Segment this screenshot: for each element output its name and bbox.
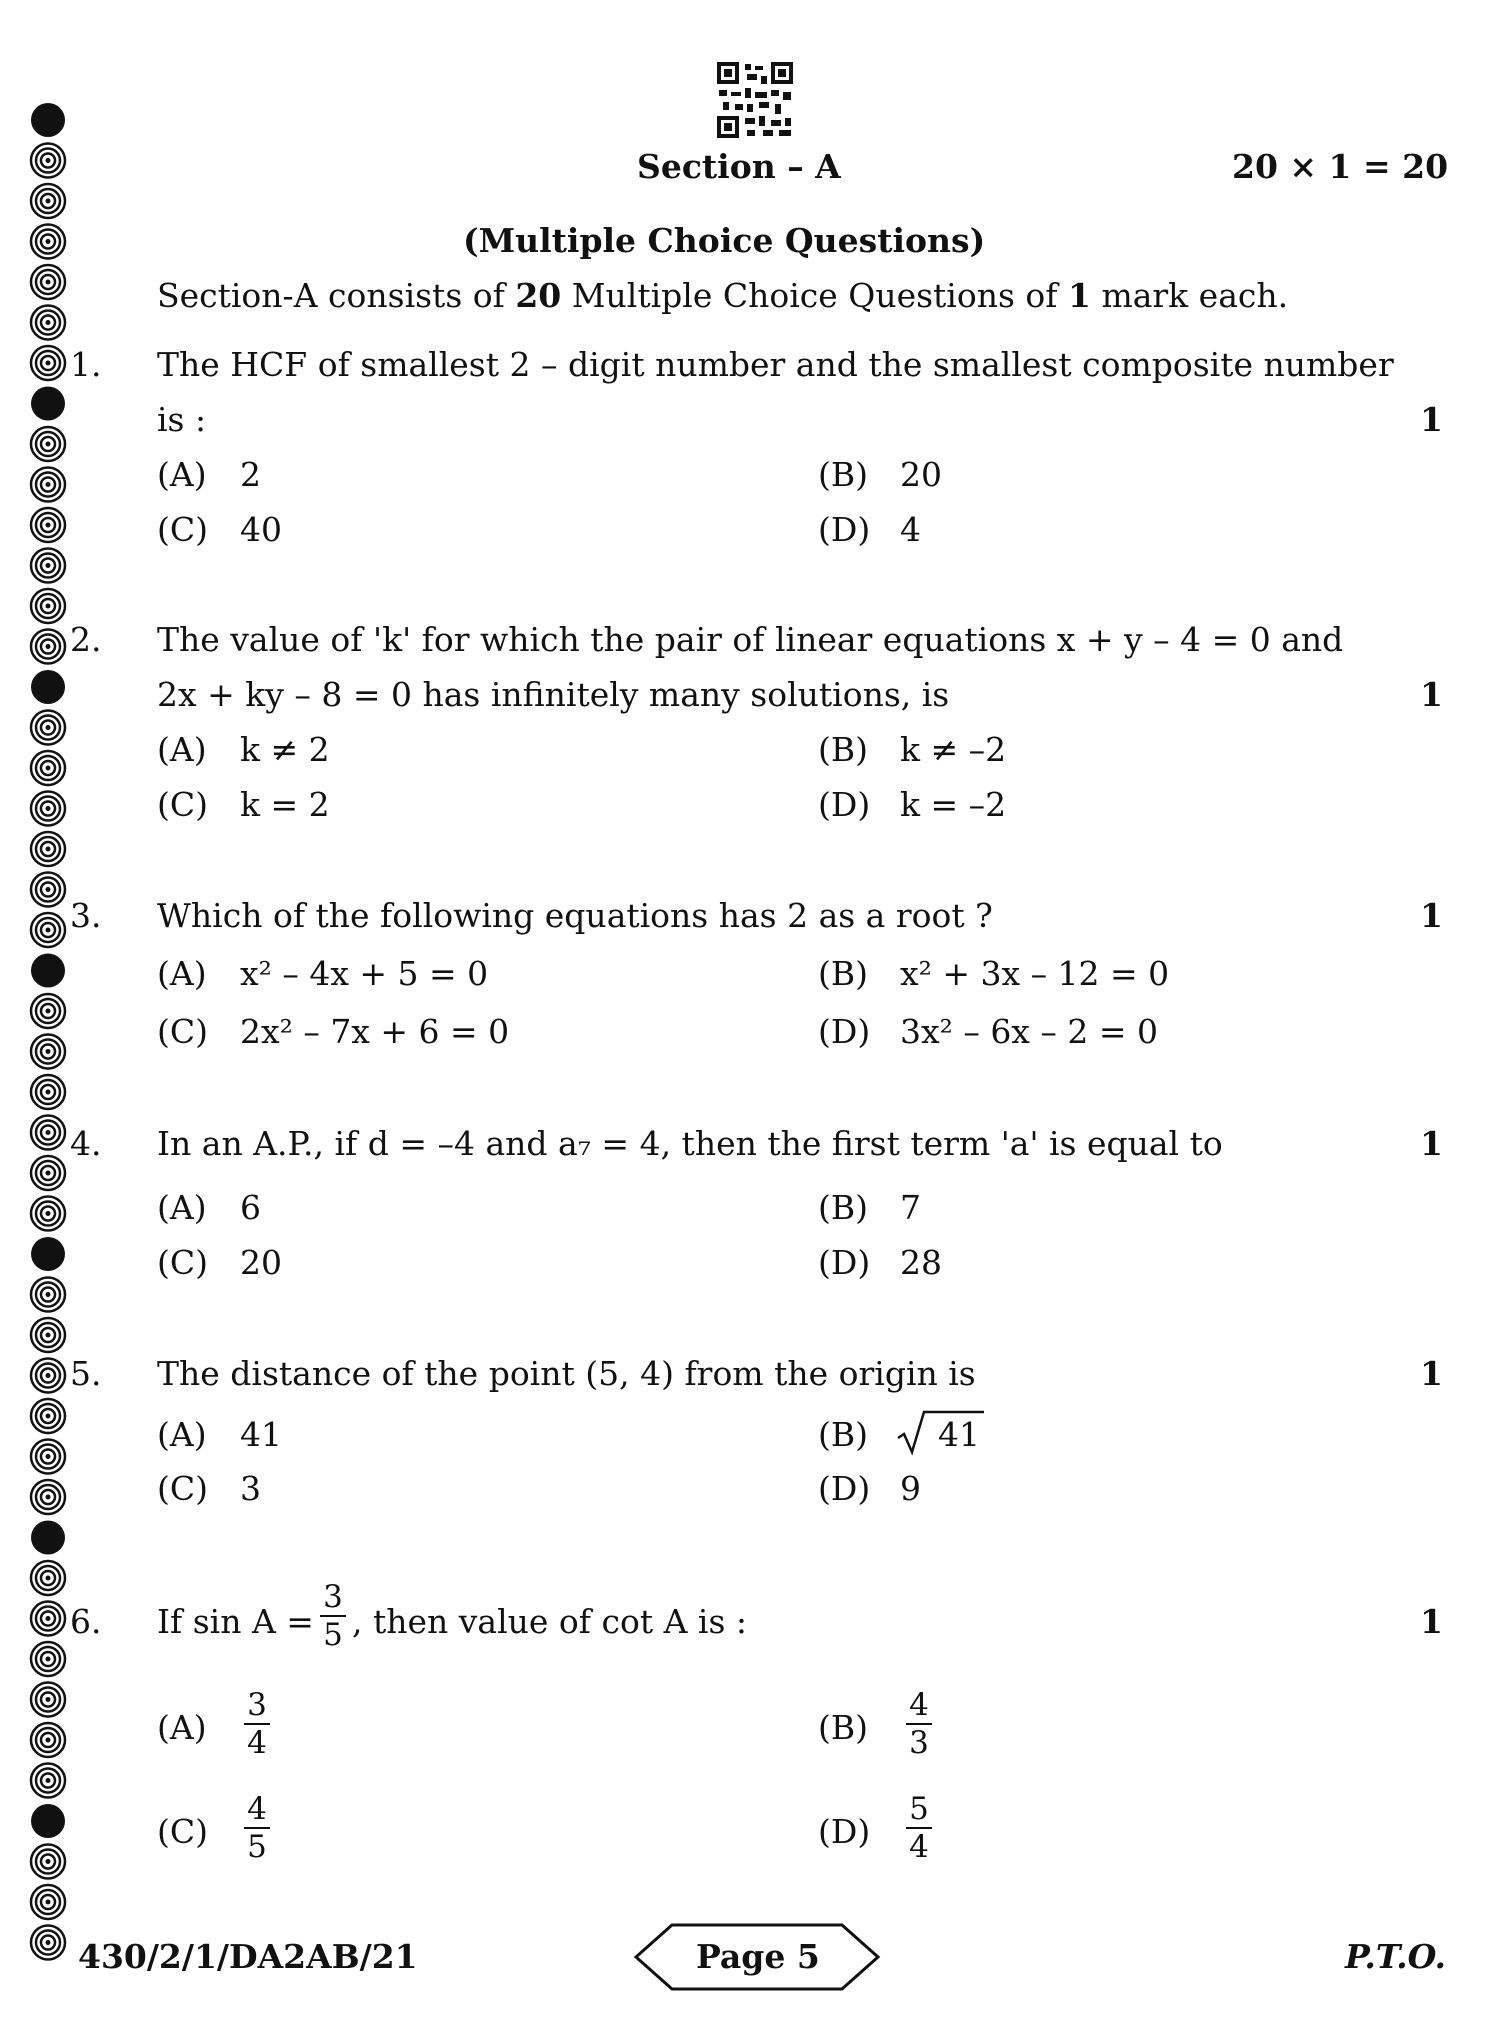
exam-border-circles xyxy=(26,100,70,1980)
question-number: 2. xyxy=(70,620,102,659)
concentric-circle-mark xyxy=(31,549,65,583)
pto-label: P.T.O. xyxy=(1345,1937,1446,1976)
solid-circle-mark xyxy=(31,670,65,704)
option-value: 20 xyxy=(240,1243,282,1282)
option-label: (C) xyxy=(157,1012,208,1051)
concentric-circle-mark xyxy=(31,873,65,907)
fraction-numerator: 4 xyxy=(247,1791,267,1827)
concentric-circle-mark xyxy=(31,1602,65,1636)
question-marks: 1 xyxy=(1420,400,1443,439)
option-label: (D) xyxy=(818,510,871,549)
option-value: 20 xyxy=(900,455,942,494)
concentric-circle-mark xyxy=(31,427,65,461)
question-text: The distance of the point (5, 4) from the origin is xyxy=(157,1354,976,1393)
option-label: (D) xyxy=(818,1012,871,1051)
solid-circle-mark xyxy=(31,1521,65,1555)
concentric-circle-mark xyxy=(31,1318,65,1352)
section-instruction: Section-A consists of 20 Multiple Choice Questions of 1 mark each. xyxy=(157,276,1289,315)
concentric-circle-mark xyxy=(31,508,65,542)
fraction xyxy=(320,1580,346,1652)
option-value: 7 xyxy=(900,1188,921,1227)
option-label: (C) xyxy=(157,510,208,549)
question-text: The value of 'k' for which the pair of linear equations x + y – 4 = 0 and xyxy=(157,620,1344,659)
option-label: (D) xyxy=(818,785,871,824)
option-label: (A) xyxy=(157,1188,207,1227)
question-number: 4. xyxy=(70,1124,102,1163)
question-text: In an A.P., if d = –4 and a₇ = 4, then the first term 'a' is equal to xyxy=(157,1124,1223,1163)
option-label: (B) xyxy=(818,1188,868,1227)
concentric-circle-mark xyxy=(31,1926,65,1960)
option-label: (B) xyxy=(818,730,868,769)
solid-circle-mark xyxy=(31,1237,65,1271)
concentric-circle-mark xyxy=(31,1035,65,1069)
concentric-circle-mark xyxy=(31,1156,65,1190)
option-label: (D) xyxy=(818,1469,871,1508)
option-value: x² – 4x + 5 = 0 xyxy=(240,954,489,993)
page-number: Page 5 xyxy=(696,1937,820,1976)
concentric-circle-mark xyxy=(31,1561,65,1595)
option-value: 2x² – 7x + 6 = 0 xyxy=(240,1012,510,1051)
concentric-circle-mark xyxy=(31,913,65,947)
option-fraction xyxy=(244,1688,270,1760)
option-value: k ≠ 2 xyxy=(240,730,330,769)
concentric-circle-mark xyxy=(31,1480,65,1514)
concentric-circle-mark xyxy=(31,346,65,380)
concentric-circle-mark xyxy=(31,1440,65,1474)
concentric-circle-mark xyxy=(31,751,65,785)
concentric-circle-mark xyxy=(31,306,65,340)
option-value: k ≠ –2 xyxy=(900,730,1007,769)
option-fraction xyxy=(244,1792,270,1864)
question-marks: 1 xyxy=(1420,1354,1443,1393)
fraction-denominator: 3 xyxy=(909,1725,929,1761)
fraction-numerator: 3 xyxy=(247,1687,267,1723)
concentric-circle-mark xyxy=(31,1399,65,1433)
concentric-circle-mark xyxy=(31,1642,65,1676)
solid-circle-mark xyxy=(31,954,65,988)
concentric-circle-mark xyxy=(31,1278,65,1312)
section-title: Section – A xyxy=(637,147,841,186)
option-label: (C) xyxy=(157,785,208,824)
question-number: 5. xyxy=(70,1354,102,1393)
concentric-circle-mark xyxy=(31,1197,65,1231)
fraction-denominator: 5 xyxy=(323,1617,343,1653)
concentric-circle-mark xyxy=(31,1845,65,1879)
fraction-denominator: 5 xyxy=(247,1829,267,1865)
paper-code: 430/2/1/DA2AB/21 xyxy=(78,1937,418,1976)
solid-circle-mark xyxy=(31,103,65,137)
concentric-circle-mark xyxy=(31,1359,65,1393)
concentric-circle-mark xyxy=(31,994,65,1028)
concentric-circle-mark xyxy=(31,832,65,866)
concentric-circle-mark xyxy=(31,1885,65,1919)
option-label: (A) xyxy=(157,1708,207,1747)
option-fraction xyxy=(906,1688,932,1760)
option-label: (B) xyxy=(818,954,868,993)
option-label: (B) xyxy=(818,1415,868,1454)
solid-circle-mark xyxy=(31,1804,65,1838)
concentric-circle-mark xyxy=(31,1116,65,1150)
section-subtitle: (Multiple Choice Questions) xyxy=(463,221,986,260)
option-value: 3x² – 6x – 2 = 0 xyxy=(900,1012,1159,1051)
option-value: k = –2 xyxy=(900,785,1007,824)
option-label: (D) xyxy=(818,1243,871,1282)
question-marks: 1 xyxy=(1420,1124,1443,1163)
concentric-circle-mark xyxy=(31,1075,65,1109)
concentric-circle-mark xyxy=(31,265,65,299)
question-number: 6. xyxy=(70,1602,102,1641)
option-value: 4 xyxy=(900,510,921,549)
marks-scheme: 20 × 1 = 20 xyxy=(1232,147,1449,186)
option-value: 2 xyxy=(240,455,261,494)
option-value: 41 xyxy=(938,1415,980,1454)
question-number: 3. xyxy=(70,896,102,935)
concentric-circle-mark xyxy=(31,792,65,826)
fraction-numerator: 3 xyxy=(323,1579,343,1615)
concentric-circle-mark xyxy=(31,1764,65,1798)
option-value: 41 xyxy=(240,1415,282,1454)
concentric-circle-mark xyxy=(31,184,65,218)
option-value: 6 xyxy=(240,1188,261,1227)
concentric-circle-mark xyxy=(31,630,65,664)
question-marks: 1 xyxy=(1420,896,1443,935)
option-label: (A) xyxy=(157,730,207,769)
solid-circle-mark xyxy=(31,387,65,421)
option-value: x² + 3x – 12 = 0 xyxy=(900,954,1170,993)
fraction-denominator: 4 xyxy=(247,1725,267,1761)
option-fraction xyxy=(906,1792,932,1864)
concentric-circle-mark xyxy=(31,1723,65,1757)
qr-code xyxy=(717,62,793,138)
option-label: (C) xyxy=(157,1469,208,1508)
option-value: 40 xyxy=(240,510,282,549)
fraction-numerator: 5 xyxy=(909,1791,929,1827)
question-text: , then value of cot A is : xyxy=(352,1602,748,1641)
question-text: is : xyxy=(157,400,207,439)
question-text: If sin A = xyxy=(157,1602,314,1641)
concentric-circle-mark xyxy=(31,1683,65,1717)
concentric-circle-mark xyxy=(31,144,65,178)
concentric-circle-mark xyxy=(31,225,65,259)
option-value: 9 xyxy=(900,1469,921,1508)
option-label: (A) xyxy=(157,1415,207,1454)
question-marks: 1 xyxy=(1420,675,1443,714)
option-label: (C) xyxy=(157,1812,208,1851)
option-label: (B) xyxy=(818,455,868,494)
option-label: (B) xyxy=(818,1708,868,1747)
option-label: (A) xyxy=(157,954,207,993)
concentric-circle-mark xyxy=(31,468,65,502)
option-label: (A) xyxy=(157,455,207,494)
question-marks: 1 xyxy=(1420,1602,1443,1641)
concentric-circle-mark xyxy=(31,711,65,745)
fraction-numerator: 4 xyxy=(909,1687,929,1723)
option-value: 3 xyxy=(240,1469,261,1508)
question-text: 2x + ky – 8 = 0 has infinitely many solutions, is xyxy=(157,675,950,714)
question-number: 1. xyxy=(70,345,102,384)
concentric-circle-mark xyxy=(31,589,65,623)
option-label: (D) xyxy=(818,1812,871,1851)
option-value: k = 2 xyxy=(240,785,330,824)
option-label: (C) xyxy=(157,1243,208,1282)
question-text: The HCF of smallest 2 – digit number and the smallest composite number xyxy=(157,345,1394,384)
question-text: Which of the following equations has 2 as a root ? xyxy=(157,896,993,935)
fraction-denominator: 4 xyxy=(909,1829,929,1865)
option-value: 28 xyxy=(900,1243,942,1282)
